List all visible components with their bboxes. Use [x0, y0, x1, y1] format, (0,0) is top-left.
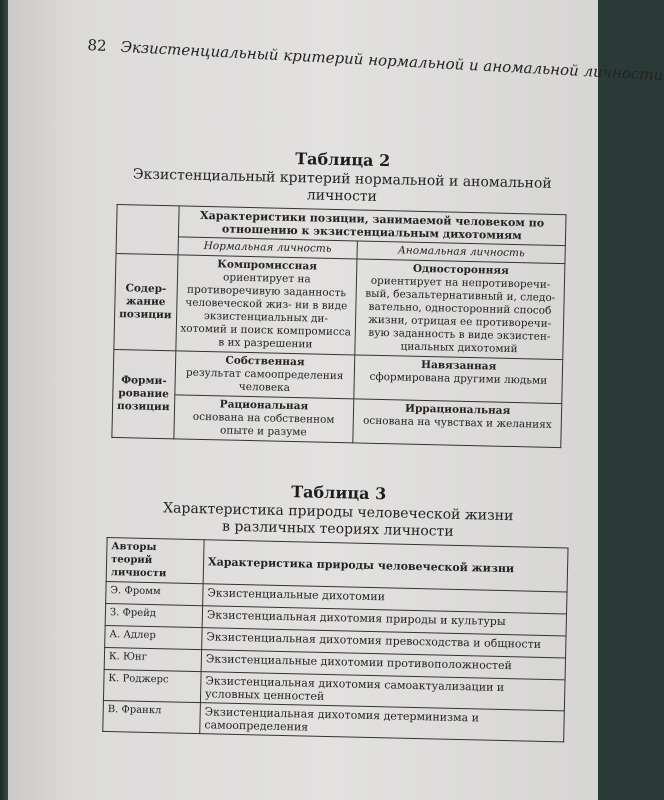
- author-cell: К. Роджерс: [103, 669, 201, 702]
- author-cell: З. Фрейд: [105, 603, 202, 627]
- author-cell: А. Адлер: [105, 625, 202, 649]
- characteristic-cell: Экзистенциальная дихотомия самоактуализации и условных ценностей: [200, 672, 565, 711]
- table2-header-main: Характеристики позиции, занимаемой человеком по отношению к экзистенциальным дихотомиям: [178, 206, 566, 246]
- table3: [102, 537, 568, 742]
- cell-text: ориентирует на противоречивую заданность человеческой жиз- ни в виде экзистенциальных ди- хотомий и поиск компромисса в их разрешении: [180, 271, 352, 351]
- table2-caption: Экзистенциальный критерий нормальной и аномальной личности: [132, 166, 552, 205]
- table-row: [114, 253, 565, 359]
- characteristic-cell: Экзистенциальная дихотомия детерминизма и самоопределения: [200, 703, 565, 742]
- table2-block: [111, 145, 568, 448]
- table2-number: Таблица 2: [295, 149, 391, 171]
- author-cell: К. Юнг: [104, 647, 201, 671]
- running-head-title: Экзистенциальный критерий нормальной и аномальной личности: [120, 37, 664, 85]
- characteristic-cell: Экзистенциальная дихотомия природы и культуры: [202, 606, 566, 636]
- cell-title: Иррациональная: [404, 402, 511, 417]
- table3-caption-line2: в различных теориях личности: [221, 518, 454, 540]
- table2-corner-cell: [116, 204, 179, 254]
- cell-text: ориентирует на непротиворечи- вый, безальтернативный и, следо- вательно, односторонний способ жизни, отрицая ее противоречи- вую заданность в виде экзистен- циальных дихотомий: [365, 274, 556, 356]
- cell-text: результат самоопределения человека: [185, 366, 344, 394]
- table2-col-normal: Нормальная личность: [178, 237, 358, 259]
- cell-title: Компромиссная: [217, 258, 318, 273]
- table3-block: [102, 478, 570, 742]
- cell-title: Односторонняя: [412, 262, 509, 277]
- characteristic-cell: Экзистенциальная дихотомия превосходства и общности: [202, 628, 566, 658]
- cell-abnormal: [355, 259, 565, 360]
- row-label-content: Содер- жание позиции: [114, 253, 178, 350]
- cell-normal: [175, 255, 357, 355]
- cell-title: Собственная: [225, 354, 305, 369]
- cell-text: сформирована другими людьми: [369, 370, 548, 387]
- characteristic-cell: Экзистенциальные дихотомии противоположностей: [201, 650, 565, 680]
- table3-header-characteristic: Характеристика природы человеческой жизни: [203, 540, 568, 592]
- table3-number: Таблица 3: [291, 482, 387, 504]
- book-spine: [0, 0, 8, 800]
- table2: [111, 204, 566, 448]
- running-head: [87, 36, 664, 85]
- cell-title: Навязанная: [420, 358, 497, 373]
- table3-header-author: Авторы теорий личности: [106, 537, 204, 583]
- cell-text: основана на собственном опыте и разуме: [192, 410, 335, 439]
- cell-abnormal: [354, 355, 563, 404]
- cell-text: основана на чувствах и желаниях: [362, 414, 552, 431]
- cell-abnormal: [353, 399, 562, 448]
- table2-col-abnormal: Аномальная личность: [357, 241, 565, 264]
- table-row: [112, 393, 562, 447]
- page-number: 82: [87, 36, 108, 55]
- book-page: [8, 0, 664, 800]
- row-label-formation: Форми- рование позиции: [112, 349, 175, 438]
- table3-caption-line1: Характеристика природы человеческой жизни: [163, 500, 514, 525]
- cell-title: Рациональная: [219, 398, 309, 413]
- author-cell: В. Франкл: [103, 700, 201, 733]
- cell-normal: [173, 395, 354, 443]
- author-cell: Э. Фромм: [106, 581, 203, 605]
- characteristic-cell: Экзистенциальные дихотомии: [203, 584, 567, 614]
- cell-normal: [174, 351, 355, 399]
